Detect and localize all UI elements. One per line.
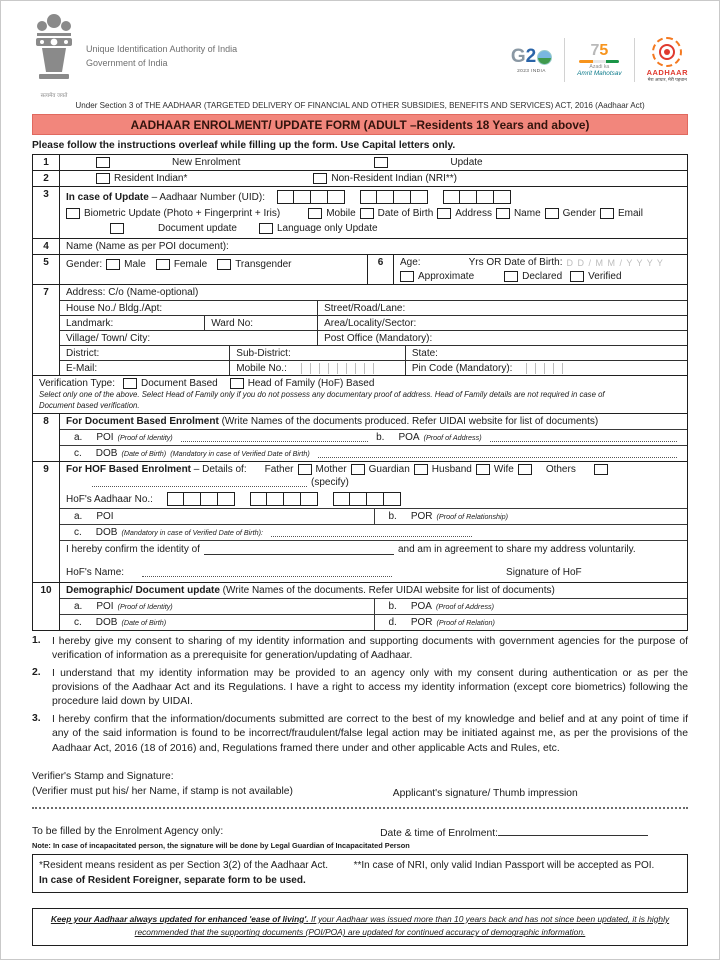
applicant-signature-label: Applicant's signature/ Thumb impression [392,787,578,799]
row-residency: 2 Resident Indian* Non-Resident Indian (NRI**) [33,170,687,186]
hof-dob-write-line[interactable] [271,528,472,537]
nri-note: **In case of NRI, only valid Indian Passport will be accepted as POI. [353,859,655,871]
field-name[interactable]: Name (Name as per POI document): [66,241,229,252]
checkbox-gender[interactable] [545,208,559,219]
update-poi-field[interactable]: a. POI (Proof of Identity) [74,601,173,613]
field-ward-no[interactable]: Ward No: [204,316,317,330]
form-title: AADHAAR ENROLMENT/ UPDATE FORM (ADULT –Residents 18 Years and above) [32,114,688,135]
consent-section: 1. I hereby give my consent to sharing of my identity information and supporting documents with government agencies for the purpose of verification of information as a prerequisite for generation/updating of Aadhaar. 2. I understand that my identity information may be provided to an agency only with my consent during authentication or as per the provisions of the Aadhaar Act and its Regulations. I have a right to access my identity information (except core biometrics) following the procedure laid down by UIDAI. 3. I hereby confirm that the information/documents submitted are correct to the best of my knowledge and belief and at any point of time if any of the said information is found to be incorrect/fraudulent/false legal action may be initiated against me, as per the provisions of the Aadhaar Act, 2016 (18 of 2016) and, Regulations framed there under and other applicable Acts and Rules, etc. [32,635,688,756]
checkbox-mobile[interactable] [308,208,322,219]
fill-instruction: Please follow the instructions overleaf while filling up the form. Use Capital letters only. [32,140,456,151]
resident-foreigner-note: In case of Resident Foreigner, separate form to be used. [39,874,306,886]
checkbox-biometric-update[interactable] [66,208,80,219]
field-area[interactable]: Area/Locality/Sector: [317,316,687,330]
row-update-options: 3 In case of Update – Aadhaar Number (UID): Biometric Update (Photo + Fingerprint + Iris) Mobile Date of Birth Address Name Gender Email Document update Language only Update [33,186,687,238]
uid-digit-group-3[interactable] [443,190,511,204]
hof-uid-digit-group-1[interactable] [167,492,235,506]
checkbox-document-update[interactable] [110,223,124,234]
field-email[interactable]: E-Mail: [66,362,98,374]
checkbox-resident-indian[interactable] [96,173,110,184]
checkbox-dob-declared[interactable] [504,271,518,282]
field-state[interactable]: State: [405,346,687,360]
uid-digit-group-2[interactable] [360,190,428,204]
hof-por-field[interactable]: b. POR (Proof of Relationship) [374,509,688,524]
checkbox-hof-mother[interactable] [351,464,365,475]
agency-only-label: To be filled by the Enrolment Agency only: [32,825,224,837]
mobile-digit-cells[interactable] [292,363,382,374]
pin-digit-cells[interactable] [517,363,571,374]
row-address: 7 Address: C/o (Name-optional) House No./ Bldg./Apt: Street/Road/Lane: Landmark: Ward No: Area/Locality/Sector: Village/ Town/ City: Post Office (Mandatory): District: Sub-District: State: E-Mail: Mobile No.: Pin Code (Mandatory): [33,284,687,375]
row-document-based-enrolment: 8 For Document Based Enrolment (Write Names of the documents produced. Refer UIDAI website for list of documents) a. POI (Proof of Identity) b. POA (Proof of Address) c. DOB (Date of Birth) (Mandatory in case of Verified Date of Birth) [33,413,687,461]
checkbox-age-approximate[interactable] [400,271,414,282]
checkbox-hof-husband[interactable] [476,464,490,475]
hof-uid-digit-group-2[interactable] [250,492,318,506]
poa-write-line[interactable] [490,433,677,442]
hof-name-write-line[interactable] [142,568,392,577]
field-district[interactable]: District: [66,347,100,359]
checkbox-update[interactable] [374,157,388,168]
verifier-stamp-label: Verifier's Stamp and Signature: [32,770,174,782]
incapacitated-note: Note: In case of incapacitated person, the signature will be done by Legal Guardian of Incapacitated Person [32,840,410,850]
checkbox-new-enrolment[interactable] [96,157,110,168]
field-street[interactable]: Street/Road/Lane: [317,301,687,315]
checkbox-document-based[interactable] [123,378,137,389]
logo-divider [564,38,565,82]
consent-paragraph-3: I hereby confirm that the information/documents submitted are correct to the best of my knowledge and belief and at any point of time if any of the said information is found to be incorrect/fraudulent/false legal action may be initiated against me, as per the provisions of the Aadhaar Act, 2016 (18 of 2016) and, Regulations framed there under and other applicable Acts and Rules, etc. [52,713,688,754]
label-gender: Gender: [66,259,103,270]
checkbox-hof-father[interactable] [298,464,312,475]
field-mobile-no[interactable]: Mobile No.: [229,361,405,375]
signature-section [32,769,688,800]
checkbox-email[interactable] [600,208,614,219]
consent-paragraph-2: I understand that my identity information may be provided to an agency only with my consent during authentication or as per the provisions of the Aadhaar Act and its Regulations. I have a right to access my identity information (except core biometrics) following the procedure laid down by UIDAI. [52,667,688,708]
label-age: Age: [400,257,421,268]
emblem-motto: सत्यमेव जयते [40,93,68,99]
checkbox-hof-others[interactable] [594,464,608,475]
checkbox-name[interactable] [496,208,510,219]
enrolment-datetime-write-line[interactable] [498,826,648,836]
label-verification-type: Verification Type: [39,378,115,389]
uid-digit-group-1[interactable] [277,190,345,204]
label-new-enrolment: New Enrolment [172,157,241,168]
g20-globe-icon [537,50,552,65]
resident-definition-box [32,854,688,893]
logo-divider [634,38,635,82]
checkbox-language-only-update[interactable] [259,223,273,234]
government-name: Government of India [86,58,168,68]
azadi-mahotsav-logo-icon: 75 Azadi ka Amrit Mahotsav [577,41,622,77]
verifier-name-note: (Verifier must put his/ her Name, if stamp is not available) [32,786,293,798]
checkbox-male[interactable] [106,259,120,270]
resident-note: *Resident means resident as per Section 3(2) of the Aadhaar Act. [39,859,329,871]
authority-name: Unique Identification Authority of India [86,43,238,54]
hof-specify-write-line[interactable] [92,478,307,487]
verification-note: Select only one of the above. Select Head of Family only if you do not possess any documentary proof of address. Head of Family details are not required in case of Document based verification. [39,390,605,410]
label-signature-of-hof: Signature of HoF [506,567,582,579]
label-nri: Non-Resident Indian (NRI**) [331,173,458,184]
keep-updated-rest: If your Aadhaar was issued more than 10 years back and has not since been updated, it is highly recommended that the supporting documents (POI/POA) are updated for continued accuracy of demographic information. [134,913,670,938]
row-gender-age: 5 Gender: Male Female Transgender 6 Age: Yrs OR Date of Birth: D D / M M / Y Y Y Y Approximate Declared Verified [33,254,687,284]
row-demographic-document-update: 10 Demographic/ Document update (Write Names of the documents. Refer UIDAI website for list of documents) a. POI (Proof of Identity) b. POA (Proof of Address) c. DOB (Date of Birth) d. POR (Proof of Relation) [33,582,687,630]
field-address-co[interactable]: Address: C/o (Name-optional) [66,287,199,298]
field-village[interactable]: Village/ Town/ City: [66,332,151,344]
act-reference-line: Under Section 3 of THE AADHAAR (TARGETED DELIVERY OF FINANCIAL AND OTHER SUBSIDIES, BENEFITS AND SERVICES) ACT, 2016 (Aadhaar Act) [75,101,645,110]
keep-updated-lead: Keep your Aadhaar always updated for enhanced 'ease of living'. [50,913,309,924]
g20-logo-icon: G 2 2023 INDIA [511,46,552,74]
field-post-office[interactable]: Post Office (Mandatory): [317,331,687,345]
label-update: Update [450,157,483,168]
checkbox-hof-wife[interactable] [518,464,532,475]
field-sub-district[interactable]: Sub-District: [229,346,405,360]
checkbox-date-of-birth[interactable] [360,208,374,219]
hof-identity-name-write-line[interactable] [204,545,394,555]
field-house-no[interactable]: House No./ Bldg./Apt: [66,302,163,314]
row-hof-based-enrolment: 9 For HOF Based Enrolment – Details of: Father Mother Guardian Husband Wife Others (specify) HoF's Aadhaar No.: a. POI b. POR (Proof of Relationship) c. DOB (Mandatory in case of Verified Date of Birth): I hereby confirm the identity of and am in agreement to share my address voluntarily. HoF's Name: Signature of HoF [33,461,687,582]
checkbox-hof-guardian[interactable] [414,464,428,475]
hof-uid-digit-group-3[interactable] [333,492,401,506]
cut-line [32,807,688,809]
form-page [1,1,719,946]
label-resident-indian: Resident Indian* [114,173,188,184]
row-enrolment-type: 1 New Enrolment Update [33,155,687,170]
checkbox-hof-based[interactable] [230,378,244,389]
dob-placeholder[interactable]: D D / M M / Y Y Y Y [566,257,664,268]
update-por-field[interactable]: d. POR (Proof of Relation) [374,615,688,630]
hof-poi-field[interactable]: a. POI [74,511,114,523]
row-verification-type: Verification Type: Document Based Head of Family (HoF) Based Select only one of the above. Select Head of Family only if you do not possess any documentary proof of address. Head of Family details are not required in case of Document based verification. [33,375,687,413]
enrolment-form-table [32,154,688,631]
header [32,7,688,97]
consent-paragraph-1: I hereby give my consent to sharing of my identity information and supporting documents with government agencies for the purpose of verification of information as a prerequisite for generation/updating of Aadhaar. [52,636,688,662]
aadhaar-logo-icon: AADHAAR मेरा आधार, मेरी पहचान [647,37,688,83]
update-poa-field[interactable]: b. POA (Proof of Address) [374,599,688,614]
field-pin-code[interactable]: Pin Code (Mandatory): [405,361,687,375]
g20-caption: 2023 INDIA [517,69,546,74]
field-landmark[interactable]: Landmark: [66,317,114,329]
checkbox-nri[interactable] [313,173,327,184]
india-emblem-icon [32,11,76,99]
enrolment-datetime-label: Date & time of Enrolment: [380,827,498,839]
poi-write-line[interactable] [181,433,368,442]
checkbox-dob-verified[interactable] [570,271,584,282]
dob-doc-write-line[interactable] [318,449,677,458]
checkbox-transgender[interactable] [217,259,231,270]
row-name: 4 Name (Name as per POI document): [33,238,687,254]
update-dob-field[interactable]: c. DOB (Date of Birth) [74,617,167,629]
checkbox-female[interactable] [156,259,170,270]
keep-updated-box [32,908,688,946]
agency-section [32,826,688,839]
checkbox-address[interactable] [437,208,451,219]
